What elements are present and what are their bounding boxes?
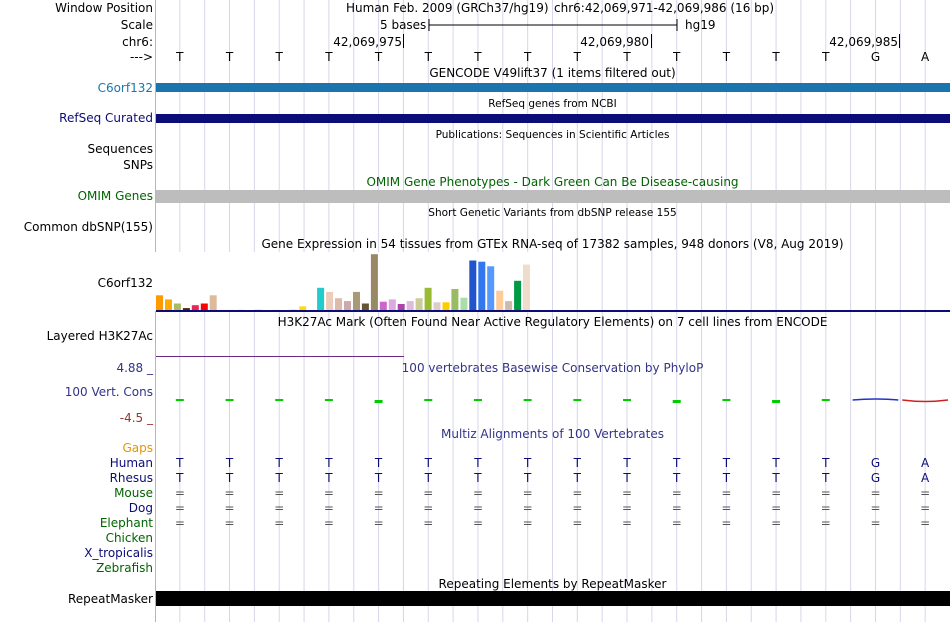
alignment-base: T bbox=[722, 471, 731, 485]
alignment-base: = bbox=[671, 486, 682, 500]
assembly-name: Human Feb. 2009 (GRCh37/hg19) bbox=[346, 1, 549, 15]
coord-tick bbox=[651, 34, 652, 48]
alignment-base: T bbox=[772, 456, 780, 470]
alignment-base: = bbox=[572, 516, 583, 530]
omim-track-label[interactable]: OMIM Genes bbox=[77, 189, 153, 203]
phylop-score-mark bbox=[722, 399, 730, 401]
alignment-base: = bbox=[622, 486, 633, 500]
gtex-tissue-bar bbox=[451, 289, 458, 311]
alignment-base: = bbox=[522, 486, 533, 500]
alignment-base: T bbox=[325, 456, 333, 470]
alignment-base: T bbox=[822, 456, 830, 470]
phylop-score-mark bbox=[325, 399, 333, 401]
alignment-base: T bbox=[424, 471, 432, 485]
dna-base: T bbox=[474, 50, 482, 64]
gtex-tissue-bar bbox=[317, 288, 324, 311]
gtex-gene-line bbox=[156, 310, 950, 312]
gtex-tissue-bar bbox=[496, 291, 503, 311]
alignment-base: = bbox=[373, 516, 384, 530]
phylop-score-mark bbox=[573, 399, 581, 401]
dna-base: G bbox=[870, 50, 881, 64]
alignment-base: T bbox=[673, 471, 681, 485]
alignment-base: = bbox=[671, 501, 682, 515]
alignment-base: T bbox=[176, 471, 184, 485]
species-label[interactable]: Human bbox=[109, 456, 153, 470]
alignment-base: = bbox=[224, 501, 235, 515]
alignment-base: = bbox=[423, 486, 434, 500]
phylop-score-mark bbox=[375, 400, 383, 403]
dna-base: T bbox=[623, 50, 631, 64]
coord-label-3: 42,069,985 bbox=[829, 35, 898, 49]
gtex-tissue-bar bbox=[353, 292, 360, 311]
multiz-track-title[interactable]: Multiz Alignments of 100 Vertebrates bbox=[440, 427, 665, 441]
alignment-base: T bbox=[225, 471, 234, 485]
phylop-score-mark bbox=[424, 399, 432, 401]
alignment-base: = bbox=[622, 501, 633, 515]
phylop-track-label[interactable]: 100 Vert. Cons bbox=[64, 385, 153, 399]
alignment-base: T bbox=[673, 456, 681, 470]
alignment-base: G bbox=[870, 456, 881, 470]
alignment-base: T bbox=[275, 471, 283, 485]
scale-db: hg19 bbox=[685, 18, 716, 32]
alignment-base: T bbox=[374, 471, 383, 485]
alignment-base: = bbox=[920, 516, 931, 530]
dna-base: T bbox=[225, 50, 234, 64]
alignment-base: = bbox=[423, 516, 434, 530]
gtex-tissue-bar bbox=[523, 265, 530, 311]
alignment-base: T bbox=[722, 456, 731, 470]
alignment-base: = bbox=[771, 501, 782, 515]
alignment-base: = bbox=[572, 501, 583, 515]
alignment-base: T bbox=[623, 471, 631, 485]
alignment-base: = bbox=[423, 501, 434, 515]
window-position-text: chr6:42,069,971-42,069,986 (16 bp) bbox=[554, 1, 775, 15]
phylop-signal[interactable] bbox=[155, 390, 950, 410]
alignment-base: = bbox=[224, 486, 235, 500]
multiz-gaps-label: Gaps bbox=[122, 441, 153, 455]
alignment-base: T bbox=[275, 456, 283, 470]
phylop-score-mark bbox=[474, 399, 482, 401]
snps-track-label[interactable]: SNPs bbox=[123, 158, 153, 172]
species-label[interactable]: Elephant bbox=[99, 516, 153, 530]
alignment-base: T bbox=[523, 456, 532, 470]
dna-base: T bbox=[722, 50, 731, 64]
alignment-base: = bbox=[572, 486, 583, 500]
alignment-base: T bbox=[474, 456, 482, 470]
phylop-score-mark bbox=[226, 399, 234, 401]
gtex-tissue-bar bbox=[469, 261, 476, 312]
gtex-tissue-bar bbox=[326, 292, 333, 311]
alignment-base: = bbox=[870, 501, 881, 515]
alignment-base: = bbox=[820, 501, 831, 515]
dna-base: T bbox=[523, 50, 532, 64]
gencode-track-title[interactable]: GENCODE V49lift37 (1 items filtered out) bbox=[429, 66, 676, 80]
refseq-track-label[interactable]: RefSeq Curated bbox=[59, 111, 153, 125]
species-label[interactable]: X_tropicalis bbox=[84, 546, 153, 560]
coord-tick bbox=[899, 34, 900, 48]
species-label[interactable]: Dog bbox=[128, 501, 153, 515]
alignment-base: = bbox=[472, 516, 483, 530]
scale-bar bbox=[428, 17, 680, 33]
phylop-score-mark bbox=[772, 400, 780, 403]
alignment-base: = bbox=[522, 516, 533, 530]
dna-base: T bbox=[374, 50, 383, 64]
species-label[interactable]: Mouse bbox=[114, 486, 153, 500]
alignment-base: = bbox=[870, 516, 881, 530]
alignment-base: = bbox=[721, 501, 732, 515]
alignment-base: = bbox=[472, 501, 483, 515]
alignment-base: T bbox=[474, 471, 482, 485]
dna-base: T bbox=[325, 50, 333, 64]
alignment-base: T bbox=[523, 471, 532, 485]
alignment-base: T bbox=[225, 456, 234, 470]
alignment-base: T bbox=[424, 456, 432, 470]
gtex-tissue-bar bbox=[156, 295, 163, 311]
alignment-base: = bbox=[323, 516, 334, 530]
alignment-base: = bbox=[920, 486, 931, 500]
refseq-gene-bar[interactable] bbox=[156, 114, 950, 123]
alignment-base: T bbox=[623, 456, 631, 470]
gtex-bar-chart[interactable] bbox=[155, 252, 531, 311]
gtex-track-title[interactable]: Gene Expression in 54 tissues from GTEx RNA-seq of 17382 samples, 948 donors (V8, Aug 2019) bbox=[261, 237, 844, 251]
phylop-score-mark bbox=[673, 400, 681, 403]
gtex-tissue-bar bbox=[425, 288, 432, 311]
alignment-base: = bbox=[373, 501, 384, 515]
dbsnp-track-title[interactable]: Short Genetic Variants from dbSNP release 155 bbox=[428, 207, 677, 219]
alignment-base: = bbox=[820, 486, 831, 500]
alignment-base: T bbox=[573, 456, 582, 470]
h3k27ac-track-label[interactable]: Layered H3K27Ac bbox=[46, 329, 153, 343]
repeatmasker-track-title[interactable]: Repeating Elements by RepeatMasker bbox=[438, 577, 667, 591]
scale-label: Scale bbox=[120, 18, 153, 32]
h3k27ac-signal-line bbox=[156, 356, 404, 357]
phylop-score-mark bbox=[853, 399, 899, 400]
alignment-base: = bbox=[224, 516, 235, 530]
gencode-track-label[interactable]: C6orf132 bbox=[97, 81, 153, 95]
alignment-base: = bbox=[174, 486, 185, 500]
alignment-base: = bbox=[622, 516, 633, 530]
alignment-base: T bbox=[772, 471, 780, 485]
alignment-base: = bbox=[771, 516, 782, 530]
alignment-base: = bbox=[174, 501, 185, 515]
phylop-score-mark bbox=[176, 399, 184, 401]
strand-label: ---> bbox=[129, 50, 153, 64]
phylop-track-title[interactable]: 100 vertebrates Basewise Conservation by PhyloP bbox=[401, 361, 704, 375]
alignment-base: = bbox=[870, 486, 881, 500]
alignment-base: T bbox=[822, 471, 830, 485]
alignment-base: = bbox=[522, 501, 533, 515]
alignment-base: = bbox=[820, 516, 831, 530]
phylop-max-label: 4.88 _ bbox=[116, 361, 153, 375]
gtex-tissue-bar bbox=[210, 295, 217, 311]
alignment-base: T bbox=[573, 471, 582, 485]
dna-base: T bbox=[573, 50, 582, 64]
omim-gene-bar[interactable] bbox=[156, 190, 950, 203]
chrom-label: chr6: bbox=[122, 35, 153, 49]
alignment-base: = bbox=[472, 486, 483, 500]
alignment-base: A bbox=[921, 456, 930, 470]
gtex-tissue-bar bbox=[514, 281, 521, 311]
dna-base: T bbox=[822, 50, 830, 64]
phylop-score-mark bbox=[623, 399, 631, 401]
dna-base: T bbox=[673, 50, 681, 64]
coord-label-1: 42,069,975 bbox=[333, 35, 402, 49]
alignment-base: G bbox=[870, 471, 881, 485]
dna-base: A bbox=[921, 50, 930, 64]
alignment-base: = bbox=[920, 501, 931, 515]
alignment-base: = bbox=[274, 486, 285, 500]
alignment-base: = bbox=[274, 516, 285, 530]
alignment-base: = bbox=[373, 486, 384, 500]
alignment-base: T bbox=[325, 471, 333, 485]
dna-base: T bbox=[275, 50, 283, 64]
publications-track-title[interactable]: Publications: Sequences in Scientific Articles bbox=[435, 129, 670, 141]
coord-tick bbox=[403, 34, 404, 48]
gtex-track-label[interactable]: C6orf132 bbox=[97, 276, 153, 290]
species-label[interactable]: Zebrafish bbox=[96, 561, 153, 575]
dna-base: T bbox=[772, 50, 780, 64]
alignment-base: A bbox=[921, 471, 930, 485]
gtex-tissue-bar bbox=[487, 266, 494, 311]
gtex-tissue-bar bbox=[478, 262, 485, 311]
alignment-base: = bbox=[771, 486, 782, 500]
alignment-base: = bbox=[721, 516, 732, 530]
gencode-gene-bar[interactable] bbox=[156, 83, 950, 92]
species-label[interactable]: Chicken bbox=[105, 531, 153, 545]
h3k27ac-track-title[interactable]: H3K27Ac Mark (Often Found Near Active Regulatory Elements) on 7 cell lines from ENCODE bbox=[277, 315, 828, 329]
phylop-score-mark bbox=[822, 399, 830, 401]
dbsnp-track-label[interactable]: Common dbSNP(155) bbox=[23, 220, 153, 234]
alignment-base: = bbox=[323, 486, 334, 500]
repeatmasker-element-bar[interactable] bbox=[156, 591, 950, 606]
gtex-tissue-bar bbox=[371, 254, 378, 311]
alignment-base: T bbox=[374, 456, 383, 470]
repeatmasker-track-label[interactable]: RepeatMasker bbox=[67, 592, 153, 606]
phylop-score-mark bbox=[524, 399, 532, 401]
refseq-track-title[interactable]: RefSeq genes from NCBI bbox=[488, 98, 617, 110]
window-position-label: Window Position bbox=[55, 1, 153, 15]
coord-label-2: 42,069,980 bbox=[580, 35, 649, 49]
omim-track-title[interactable]: OMIM Gene Phenotypes - Dark Green Can Be Disease-causing bbox=[366, 175, 739, 189]
scale-text: 5 bases bbox=[380, 18, 427, 32]
species-label[interactable]: Rhesus bbox=[109, 471, 153, 485]
alignment-base: T bbox=[176, 456, 184, 470]
gtex-tissue-bar bbox=[460, 298, 467, 311]
phylop-score-mark bbox=[275, 399, 283, 401]
alignment-base: = bbox=[174, 516, 185, 530]
alignment-base: = bbox=[721, 486, 732, 500]
phylop-score-mark bbox=[902, 400, 948, 402]
alignment-base: = bbox=[323, 501, 334, 515]
alignment-base: = bbox=[671, 516, 682, 530]
sequences-track-label[interactable]: Sequences bbox=[87, 142, 153, 156]
alignment-base: = bbox=[274, 501, 285, 515]
dna-base: T bbox=[424, 50, 432, 64]
dna-base: T bbox=[176, 50, 184, 64]
phylop-min-label: -4.5 _ bbox=[119, 411, 153, 425]
